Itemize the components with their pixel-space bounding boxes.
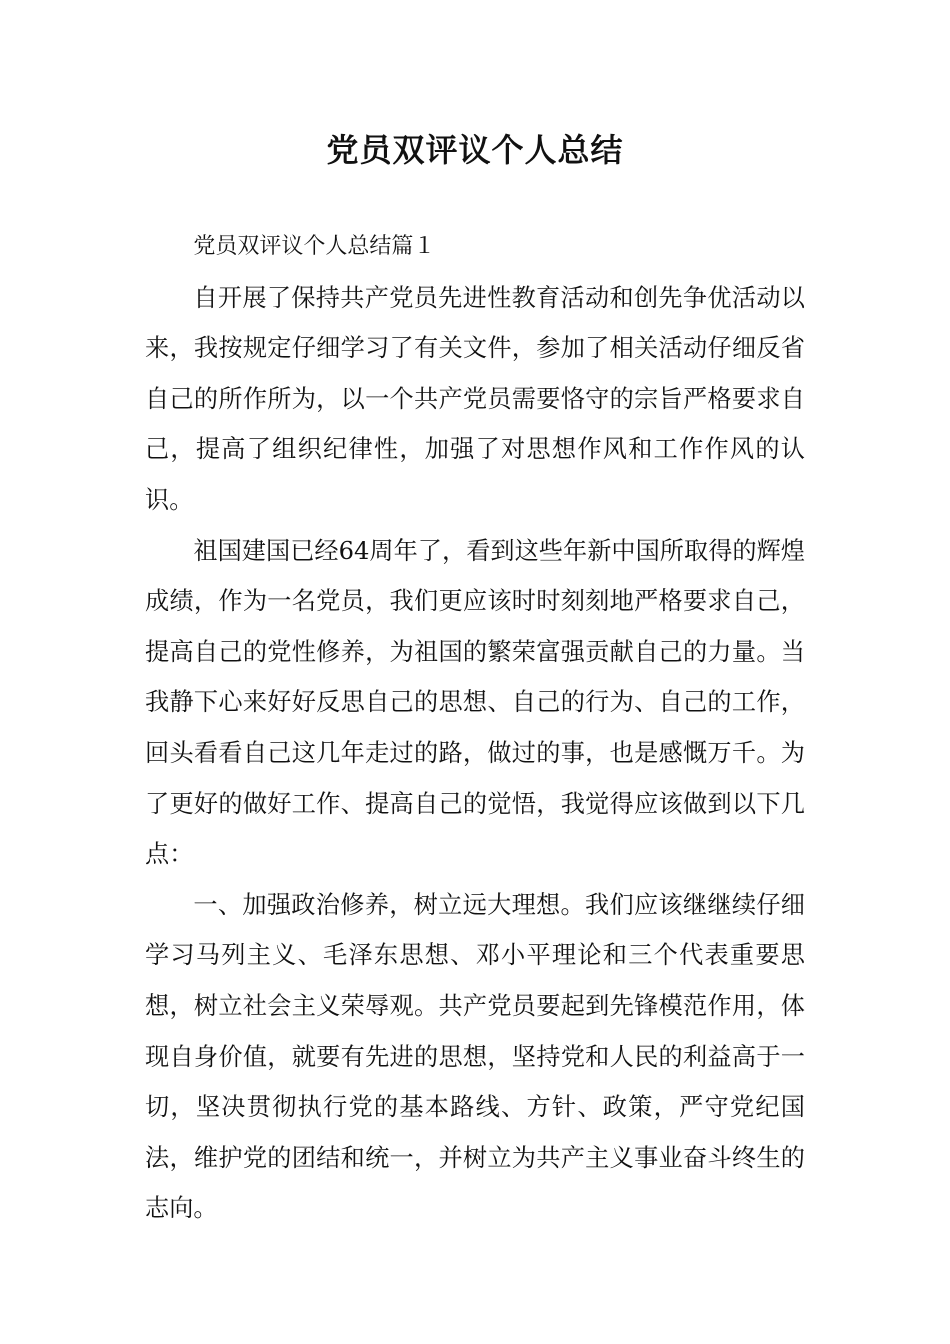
paragraph-2: 祖国建国已经64周年了，看到这些年新中国所取得的辉煌成绩，作为一名党员，我们更应该时时刻刻地严格要求自己，提高自己的党性修养，为祖国的繁荣富强贡献自己的力量。当我静下心来好好反思自己的思想、自己的行为、自己的工作，回头看看自己这几年走过的路，做过的事，也是感慨万千。为了更好的做好工作、提高自己的觉悟，我觉得应该做到以下几点： [145,536,805,869]
document-body [145,222,805,1234]
paragraph-1: 自开展了保持共产党员先进性教育活动和创先争优活动以来，我按规定仔细学习了有关文件，参加了相关活动仔细反省自己的所作所为，以一个共产党员需要恪守的宗旨严格要求自己，提高了组织纪律性，加强了对思想作风和工作作风的认识。 [145,283,805,514]
paragraph-3: 一、加强政治修养，树立远大理想。我们应该继继续仔细学习马列主义、毛泽东思想、邓小平理论和三个代表重要思想，树立社会主义荣辱观。共产党员要起到先锋模范作用，体现自身价值，就要有先进的思想，坚持党和人民的利益高于一切，坚决贯彻执行党的基本路线、方针、政策，严守党纪国法，维护党的团结和统一，并树立为共产主义事业奋斗终生的志向。 [145,890,805,1223]
section-heading: 党员双评议个人总结篇１ [193,234,436,259]
document-title: 党员双评议个人总结 [326,131,624,169]
